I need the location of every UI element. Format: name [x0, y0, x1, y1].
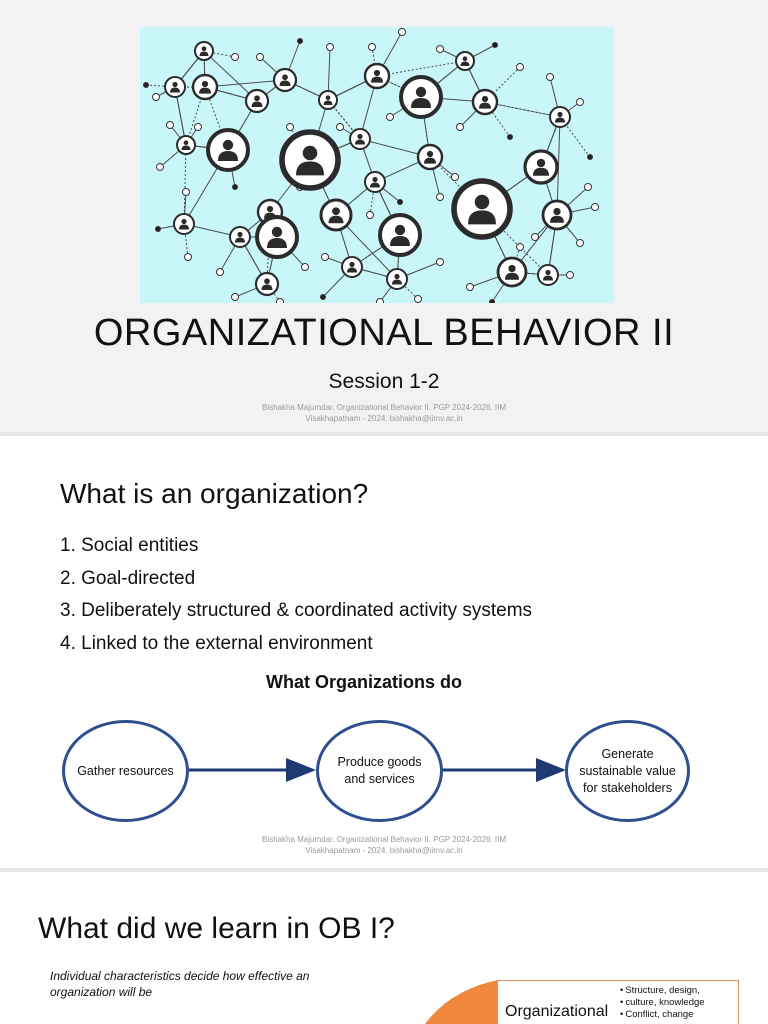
network-node	[399, 29, 406, 36]
person-icon	[456, 52, 474, 70]
network-node	[369, 44, 376, 51]
list-item: • Conflict, change	[620, 1009, 705, 1021]
person-icon	[550, 107, 570, 127]
title-slide	[0, 0, 768, 432]
network-node	[144, 83, 149, 88]
org-label: Organizational	[505, 1003, 609, 1020]
network-node	[437, 46, 444, 53]
person-icon	[473, 90, 497, 114]
network-node	[321, 295, 326, 300]
organization-slide	[0, 436, 768, 868]
list-item: • Structure, design,	[620, 985, 705, 997]
network-node	[437, 194, 444, 201]
network-node	[327, 44, 334, 51]
network-node	[517, 64, 524, 71]
network-node	[367, 212, 374, 219]
person-icon	[174, 214, 194, 234]
network-node	[547, 74, 554, 81]
network-node	[185, 254, 192, 261]
network-node	[577, 99, 584, 106]
list-item: 3. Deliberately structured & coordinated activity systems	[60, 600, 533, 621]
org-bullets	[620, 985, 705, 1021]
flow-title: What Organizations do	[266, 672, 462, 692]
network-node	[532, 234, 539, 241]
network-node	[153, 94, 160, 101]
network-node	[287, 124, 294, 131]
network-node	[233, 185, 238, 190]
person-icon	[543, 201, 571, 229]
person-icon	[282, 132, 338, 188]
ob-review-slide	[0, 872, 768, 1024]
slide-heading: What did we learn in OB I?	[38, 912, 395, 945]
slide-footer: Bishakha Majumdar. Organizational Behavior II. PGP 2024-2026. IIM Visakhapatnam - 2024. bishakha@iimv.ac.in	[262, 835, 506, 855]
network-node	[195, 124, 202, 131]
network-image	[140, 27, 614, 303]
network-node	[467, 284, 474, 291]
network-node	[490, 300, 495, 304]
person-icon	[165, 77, 185, 97]
network-node	[493, 43, 498, 48]
person-icon	[538, 265, 558, 285]
network-node	[517, 244, 524, 251]
flow-node-produce	[316, 720, 443, 822]
network-node	[277, 299, 284, 304]
network-node	[337, 124, 344, 131]
slide-note: Individual characteristics decide how effective an organization will be	[50, 969, 310, 999]
list-item: • culture, knowledge	[620, 997, 705, 1009]
network-node	[377, 299, 384, 304]
organizational-box	[497, 980, 739, 1024]
network-node	[156, 227, 161, 232]
network-node	[415, 296, 422, 303]
network-node	[167, 122, 174, 129]
network-node	[508, 135, 513, 140]
person-icon	[365, 172, 385, 192]
people-network-icon	[140, 27, 614, 303]
network-node	[457, 124, 464, 131]
network-node	[322, 254, 329, 261]
network-node	[585, 184, 592, 191]
network-node	[567, 272, 574, 279]
orange-arc-shape	[410, 980, 500, 1024]
network-node	[437, 259, 444, 266]
flow-node-label: Produce goods and services	[337, 755, 422, 786]
person-icon	[230, 227, 250, 247]
slide-title: ORGANIZATIONAL BEHAVIOR II	[93, 312, 675, 354]
person-icon	[246, 90, 268, 112]
slide-footer: Bishakha Majumdar. Organizational Behavior II. PGP 2024-2026. IIM Visakhapatnam - 2024. bishakha@iimv.ac.in	[262, 403, 506, 423]
person-icon	[319, 91, 337, 109]
flow-node-label: Gather resources	[77, 763, 174, 778]
person-icon	[498, 258, 526, 286]
person-icon	[401, 77, 441, 117]
person-icon	[365, 64, 389, 88]
person-icon	[387, 269, 407, 289]
person-icon	[454, 181, 510, 237]
person-icon	[380, 215, 420, 255]
network-node	[452, 174, 459, 181]
network-node	[592, 204, 599, 211]
list-item: 4. Linked to the external environment	[60, 632, 373, 654]
person-icon	[274, 69, 296, 91]
network-node	[577, 240, 584, 247]
slide-subtitle: Session 1-2	[328, 370, 440, 393]
person-icon	[342, 257, 362, 277]
list-item: 1. Social entities	[60, 535, 199, 556]
person-icon	[350, 129, 370, 149]
network-node	[302, 264, 309, 271]
network-node	[232, 294, 239, 301]
network-node	[298, 39, 303, 44]
person-icon	[193, 75, 217, 99]
flow-node-gather	[62, 720, 189, 822]
flow-node-label: Generate sustainable value for stakeholders	[579, 746, 676, 795]
flow-node-generate	[565, 720, 690, 822]
network-node	[257, 54, 264, 61]
person-icon	[321, 200, 351, 230]
network-node	[217, 269, 224, 276]
network-node	[157, 164, 164, 171]
network-node	[387, 114, 394, 121]
person-icon	[256, 273, 278, 295]
network-node	[588, 155, 593, 160]
person-icon	[208, 130, 248, 170]
list-item: 2. Goal-directed	[60, 567, 196, 589]
person-icon	[525, 151, 557, 183]
network-node	[183, 189, 190, 196]
person-icon	[177, 136, 195, 154]
person-icon	[257, 217, 297, 257]
slide-heading: What is an organization?	[60, 478, 369, 509]
person-icon	[418, 145, 442, 169]
network-node	[398, 200, 403, 205]
person-icon	[195, 42, 213, 60]
network-node	[232, 54, 239, 61]
